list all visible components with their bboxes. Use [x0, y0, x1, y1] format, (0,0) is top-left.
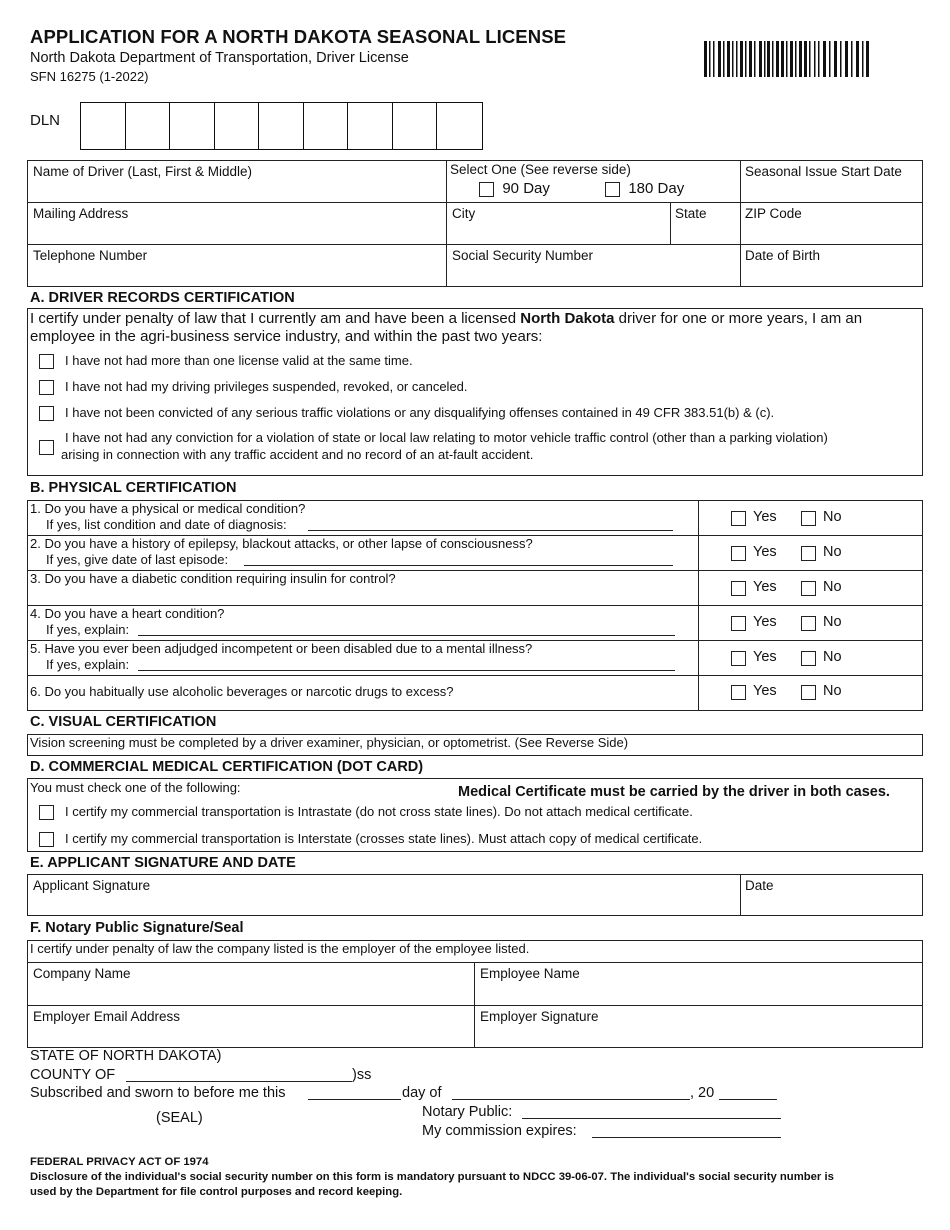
county-input-line[interactable] — [126, 1081, 352, 1082]
question-4: 4. Do you have a heart condition? — [30, 606, 225, 621]
statement-not-suspended: I have not had my driving privileges suspended, revoked, or canceled. — [65, 379, 468, 394]
question-4-answer-line[interactable] — [138, 635, 675, 636]
privacy-act-text-1: Disclosure of the individual's social security number on this form is mandatory pursuant to NDCC 39-06-07. The individual's social security number is — [30, 1171, 834, 1183]
month-input-line[interactable] — [452, 1099, 690, 1100]
driver-info-grid — [27, 160, 923, 287]
employer-email-field[interactable]: Employer Email Address — [33, 1009, 181, 1024]
section-e-heading: E. APPLICANT SIGNATURE AND DATE — [30, 855, 296, 871]
question-1: 1. Do you have a physical or medical condition? — [30, 501, 306, 516]
question-2: 2. Do you have a history of epilepsy, blackout attacks, or other lapse of consciousness? — [30, 536, 533, 551]
q6-yes-label: Yes — [753, 683, 777, 699]
row-divider — [27, 675, 923, 676]
q1-yes-checkbox[interactable] — [731, 511, 746, 526]
commission-expires-label: My commission expires: — [422, 1123, 577, 1139]
col-divider — [670, 202, 671, 244]
notary-public-label: Notary Public: — [422, 1104, 513, 1120]
notary-state: STATE OF NORTH DAKOTA) — [30, 1048, 222, 1064]
checkbox-one-license[interactable] — [39, 354, 54, 369]
intrastate-checkbox[interactable] — [39, 805, 54, 820]
q3-yes-checkbox[interactable] — [731, 581, 746, 596]
telephone-field[interactable]: Telephone Number — [33, 248, 148, 263]
employer-signature-field[interactable]: Employer Signature — [480, 1009, 599, 1024]
section-c-heading: C. VISUAL CERTIFICATION — [30, 714, 217, 730]
question-2-followup: If yes, give date of last episode: — [46, 552, 229, 567]
notary-ss: )ss — [352, 1067, 372, 1083]
col-divider — [446, 160, 447, 287]
section-a-intro: I certify under penalty of law that I currently am and have been a licensed North Dakota driver for one or more years, I am an — [30, 310, 863, 327]
q4-no-checkbox[interactable] — [801, 616, 816, 631]
section-d-instruction: You must check one of the following: — [30, 780, 241, 795]
notary-public-signature-line[interactable] — [522, 1118, 781, 1119]
dln-digit-box[interactable] — [126, 103, 171, 149]
col-divider — [740, 874, 741, 916]
mailing-address-field[interactable]: Mailing Address — [33, 206, 129, 221]
section-f-box — [27, 940, 923, 1048]
vision-screening-note: Vision screening must be completed by a driver examiner, physician, or optometrist. (See Reverse Side) — [30, 735, 629, 750]
section-f-heading: F. Notary Public Signature/Seal — [30, 920, 244, 936]
form-number: SFN 16275 (1-2022) — [30, 69, 149, 84]
q4-no-label: No — [823, 614, 842, 630]
day-input-line[interactable] — [308, 1099, 401, 1100]
col-divider — [740, 160, 741, 287]
dln-input-boxes[interactable] — [80, 102, 483, 150]
dln-digit-box[interactable] — [170, 103, 215, 149]
option-180-day[interactable] — [605, 180, 684, 197]
q4-yes-label: Yes — [753, 614, 777, 630]
q2-yes-label: Yes — [753, 544, 777, 560]
day-of-label: day of — [402, 1085, 442, 1101]
question-5-answer-line[interactable] — [138, 670, 675, 671]
statement-no-conviction: I have not had any conviction for a violation of state or local law relating to motor vehicle traffic control (other than a parking violation) — [65, 430, 828, 445]
q6-no-label: No — [823, 683, 842, 699]
q1-no-checkbox[interactable] — [801, 511, 816, 526]
option-90-day[interactable] — [479, 180, 550, 197]
interstate-statement: I certify my commercial transportation is Interstate (crosses state lines). Must attach copy of medical certificate. — [65, 831, 703, 846]
q5-no-label: No — [823, 649, 842, 665]
q6-yes-checkbox[interactable] — [731, 685, 746, 700]
question-5-followup: If yes, explain: — [46, 657, 130, 672]
section-d-heading: D. COMMERCIAL MEDICAL CERTIFICATION (DOT CARD) — [30, 759, 424, 775]
q2-no-checkbox[interactable] — [801, 546, 816, 561]
dln-digit-box[interactable] — [393, 103, 438, 149]
dln-digit-box[interactable] — [81, 103, 126, 149]
state-field[interactable]: State — [675, 206, 707, 221]
statement-no-serious-violations: I have not been convicted of any serious traffic violations or any disqualifying offenses contained in 49 CFR 383.51(b) & (c). — [65, 405, 775, 420]
applicant-date-field[interactable]: Date — [745, 878, 774, 893]
statement-no-conviction-cont: arising in connection with any traffic accident and no record of an at-fault accident. — [61, 447, 534, 462]
date-of-birth-field[interactable]: Date of Birth — [745, 248, 821, 263]
medical-certificate-notice: Medical Certificate must be carried by the driver in both cases. — [458, 784, 890, 800]
question-5: 5. Have you ever been adjudged incompetent or been disabled due to a mental illness? — [30, 641, 533, 656]
row-divider — [27, 202, 923, 203]
q4-yes-checkbox[interactable] — [731, 616, 746, 631]
subscribed-sworn-label: Subscribed and sworn to before me this — [30, 1085, 286, 1101]
privacy-act-text-2: used by the Department for file control purposes and record keeping. — [30, 1186, 403, 1198]
section-a-heading: A. DRIVER RECORDS CERTIFICATION — [30, 290, 295, 306]
q5-yes-label: Yes — [753, 649, 777, 665]
employee-name-field[interactable]: Employee Name — [480, 966, 580, 981]
ssn-field[interactable]: Social Security Number — [452, 248, 594, 263]
privacy-act-heading: FEDERAL PRIVACY ACT OF 1974 — [30, 1156, 209, 1168]
q3-no-checkbox[interactable] — [801, 581, 816, 596]
q6-no-checkbox[interactable] — [801, 685, 816, 700]
option-90-day-label: 90 Day — [502, 180, 550, 197]
dln-digit-box[interactable] — [304, 103, 349, 149]
q1-no-label: No — [823, 509, 842, 525]
q5-no-checkbox[interactable] — [801, 651, 816, 666]
q3-no-label: No — [823, 579, 842, 595]
question-2-answer-line[interactable] — [244, 565, 673, 566]
section-a-intro-2: employee in the agri-business service industry, and within the past two years: — [30, 328, 543, 345]
barcode — [704, 41, 869, 77]
statement-one-license: I have not had more than one license valid at the same time. — [65, 353, 413, 368]
q1-yes-label: Yes — [753, 509, 777, 525]
dln-digit-box[interactable] — [259, 103, 304, 149]
dln-digit-box[interactable] — [437, 103, 482, 149]
commission-expires-line[interactable] — [592, 1137, 781, 1138]
dln-digit-box[interactable] — [348, 103, 393, 149]
checkbox-90-day[interactable] — [479, 182, 494, 197]
row-divider — [27, 244, 923, 245]
form-title: APPLICATION FOR A NORTH DAKOTA SEASONAL LICENSE — [30, 26, 567, 47]
select-one-label: Select One (See reverse side) — [450, 162, 631, 177]
question-4-followup: If yes, explain: — [46, 622, 130, 637]
seasonal-start-date-field[interactable]: Seasonal Issue Start Date — [745, 164, 902, 179]
employer-certify-statement: I certify under penalty of law the company listed is the employer of the employee listed. — [30, 941, 530, 956]
section-e-box — [27, 874, 923, 916]
q2-yes-checkbox[interactable] — [731, 546, 746, 561]
question-6: 6. Do you habitually use alcoholic beverages or narcotic drugs to excess? — [30, 684, 454, 699]
checkbox-not-suspended[interactable] — [39, 380, 54, 395]
q5-yes-checkbox[interactable] — [731, 651, 746, 666]
intrastate-statement: I certify my commercial transportation is Intrastate (do not cross state lines). Do not attach medical certificate. — [65, 804, 693, 819]
question-1-answer-line[interactable] — [308, 530, 673, 531]
interstate-checkbox[interactable] — [39, 832, 54, 847]
q2-no-label: No — [823, 544, 842, 560]
option-180-day-label: 180 Day — [628, 180, 685, 197]
col-divider — [474, 962, 475, 1048]
applicant-signature-field[interactable]: Applicant Signature — [33, 878, 151, 893]
company-name-field[interactable]: Company Name — [33, 966, 131, 981]
zip-code-field[interactable]: ZIP Code — [745, 206, 802, 221]
department-name: North Dakota Department of Transportation, Driver License — [30, 50, 409, 66]
checkbox-no-conviction[interactable] — [39, 440, 54, 455]
row-divider — [27, 962, 923, 963]
name-of-driver-field[interactable]: Name of Driver (Last, First & Middle) — [33, 164, 253, 179]
question-3: 3. Do you have a diabetic condition requiring insulin for control? — [30, 571, 396, 586]
section-b-heading: B. PHYSICAL CERTIFICATION — [30, 480, 237, 496]
notary-county-label: COUNTY OF — [30, 1067, 116, 1083]
row-divider — [27, 1005, 923, 1006]
year-input-line[interactable] — [719, 1099, 777, 1100]
seal-label: (SEAL) — [156, 1110, 203, 1126]
dln-digit-box[interactable] — [215, 103, 260, 149]
checkbox-no-serious-violations[interactable] — [39, 406, 54, 421]
dln-label: DLN — [30, 112, 61, 129]
year-prefix-label: , 20 — [690, 1085, 715, 1101]
question-1-followup: If yes, list condition and date of diagnosis: — [46, 517, 287, 532]
city-field[interactable]: City — [452, 206, 476, 221]
checkbox-180-day[interactable] — [605, 182, 620, 197]
q3-yes-label: Yes — [753, 579, 777, 595]
